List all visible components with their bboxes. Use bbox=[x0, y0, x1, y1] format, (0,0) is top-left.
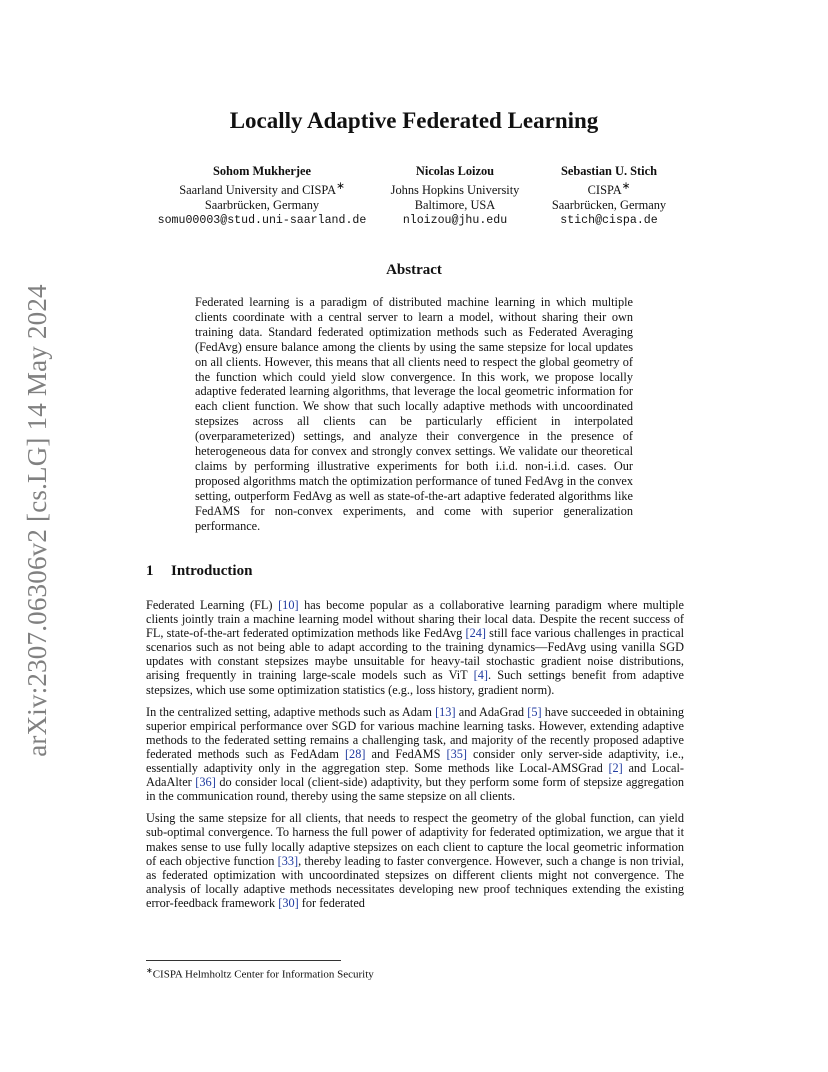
author-affiliation: CISPA∗ bbox=[587, 181, 631, 198]
body-text-run: do consider local (client-side) adaptivity, but they perform some form of stepsize aggregation in the communication round, thereby using the same stepsize on all clients. bbox=[146, 775, 684, 804]
citation-link[interactable]: [13] bbox=[435, 704, 456, 719]
author-1 bbox=[152, 164, 372, 228]
abstract-text: Federated learning is a paradigm of distributed machine learning in which multiple clients coordinate with a central server to learn a model, without sharing their own training data. Standard federated optimization methods such as Federated Averaging (FedAvg) ensure balance among the clients by using the same stepsize for local updates on all clients. However, this means that all clients need to respect the global geometry of the function which could yield slow convergence. In this work, we propose locally adaptive federated learning algorithms, that leverage the local geometric information for each client function. We show that such locally adaptive methods with uncoordinated stepsizes across all clients can be particularly efficient in interpolated (overparameterized) settings, and analyze their convergence in the presence of heterogeneous data for convex and strongly convex settings. We validate our theoretical claims by performing illustrative experiments for both i.i.d. non-i.i.d. cases. Our proposed algorithms match the optimization performance of tuned FedAvg in the convex setting, outperform FedAvg as well as state-of-the-art adaptive federated algorithms like FedAMS for non-convex experiments, and come with superior generalization performance. bbox=[195, 295, 633, 533]
citation-link[interactable]: [30] bbox=[278, 895, 299, 910]
body-text-run: still face various challenges in practical scenarios such as not being able to adapt according to the training dynamics—FedAvg using vanilla SGD updates with constant stepsizes maybe unsuitable for heavy-tail stochastic gradient noise distributions, arising frequently in training large-scale models such as ViT bbox=[146, 626, 684, 683]
body-text-run: for federated bbox=[298, 895, 365, 910]
citation-link[interactable]: [24] bbox=[465, 626, 486, 641]
author-location: Baltimore, USA bbox=[414, 198, 496, 213]
footnote-rule bbox=[146, 960, 341, 961]
author-location: Saarbrücken, Germany bbox=[551, 198, 667, 213]
body-text-run: consider only server-side adaptivity, i.e., essentially adaptivity only in the aggregation step. Some methods like Local-AMSGrad bbox=[146, 746, 684, 776]
section-heading bbox=[146, 563, 252, 580]
author-name: Sebastian U. Stich bbox=[560, 164, 658, 178]
affiliation-mark: ∗ bbox=[336, 181, 345, 192]
citation-link[interactable]: [2] bbox=[608, 761, 623, 776]
author-email: nloizou@jhu.edu bbox=[402, 214, 508, 228]
body-text-run: In the centralized setting, adaptive methods such as Adam bbox=[146, 704, 436, 719]
footnote-mark: ∗ bbox=[146, 966, 153, 975]
author-email: stich@cispa.de bbox=[560, 214, 658, 228]
abstract-heading: Abstract bbox=[386, 262, 442, 278]
arxiv-identifier-text: arXiv:2307.06306v2 [cs.LG] 14 May 2024 bbox=[21, 283, 52, 757]
footnote bbox=[146, 964, 684, 982]
paper-title: Locally Adaptive Federated Learning bbox=[229, 108, 599, 133]
body-text-run: and AdaGrad bbox=[455, 704, 528, 719]
section-title: Introduction bbox=[171, 563, 253, 579]
body-paragraph bbox=[146, 811, 684, 910]
arxiv-identifier-stamp bbox=[22, 280, 52, 760]
author-affiliation: Saarland University and CISPA∗ bbox=[179, 181, 345, 198]
body-text-run: Federated Learning (FL) bbox=[146, 598, 279, 612]
footnote-text: CISPA Helmholtz Center for Information Security bbox=[152, 968, 374, 981]
body-text-run: has become popular as a collaborative learning paradigm where multiple clients jointly train a machine learning model without sharing their local data. Despite the recent success of FL, state-of-the-art federated optimization methods like FedAvg bbox=[146, 598, 684, 641]
citation-link[interactable]: [35] bbox=[446, 746, 467, 761]
author-3 bbox=[538, 164, 680, 228]
citation-link[interactable]: [33] bbox=[277, 853, 299, 868]
citation-link[interactable]: [28] bbox=[344, 746, 366, 761]
author-2 bbox=[380, 164, 530, 228]
citation-link[interactable]: [5] bbox=[527, 704, 542, 719]
body-text-run: . Such settings benefit from adaptive stepsizes, which use some optimization statistics (e.g., loss history, gradient norm). bbox=[146, 668, 685, 697]
citation-link[interactable]: [4] bbox=[473, 668, 489, 683]
body-text bbox=[146, 598, 684, 918]
author-location: Saarbrücken, Germany bbox=[204, 198, 320, 213]
affiliation-mark: ∗ bbox=[621, 181, 631, 192]
body-text-run: have succeeded in obtaining superior empirical performance over SGD for various machine learning tasks. However, extending adaptive methods to the federated setting remains a challenging task, and majority of the recently proposed adaptive federated methods such as FedAdam bbox=[146, 704, 684, 761]
body-paragraph bbox=[146, 598, 684, 697]
body-text-run: and Local-AdaAlter bbox=[146, 761, 684, 790]
body-text-run: and FedAMS bbox=[365, 746, 447, 761]
section-number: 1 bbox=[146, 563, 154, 579]
author-name: Sohom Mukherjee bbox=[212, 164, 312, 178]
body-text-run: , thereby leading to faster convergence. However, such a change is non trivial, as federated optimization with uncoordinated stepsizes on different clients might not convergence. The analysis of locally adaptive methods necessitates developing new proof techniques extending the existing error-feedback framework bbox=[146, 853, 684, 910]
author-email: somu00003@stud.uni-saarland.de bbox=[157, 214, 367, 228]
author-block bbox=[100, 164, 720, 228]
author-affiliation: Johns Hopkins University bbox=[390, 183, 520, 198]
body-text-run: Using the same stepsize for all clients, that needs to respect the geometry of the global function, can yield sub-optimal convergence. To harness the full power of adaptivity for federated optimization, we argue that it makes sense to use fully locally adaptive stepsizes on each client to capture the local geometric information of each objective function bbox=[146, 811, 684, 868]
body-paragraph bbox=[146, 705, 684, 804]
citation-link[interactable]: [10] bbox=[278, 598, 299, 612]
author-name: Nicolas Loizou bbox=[415, 164, 495, 178]
citation-link[interactable]: [36] bbox=[195, 775, 216, 790]
